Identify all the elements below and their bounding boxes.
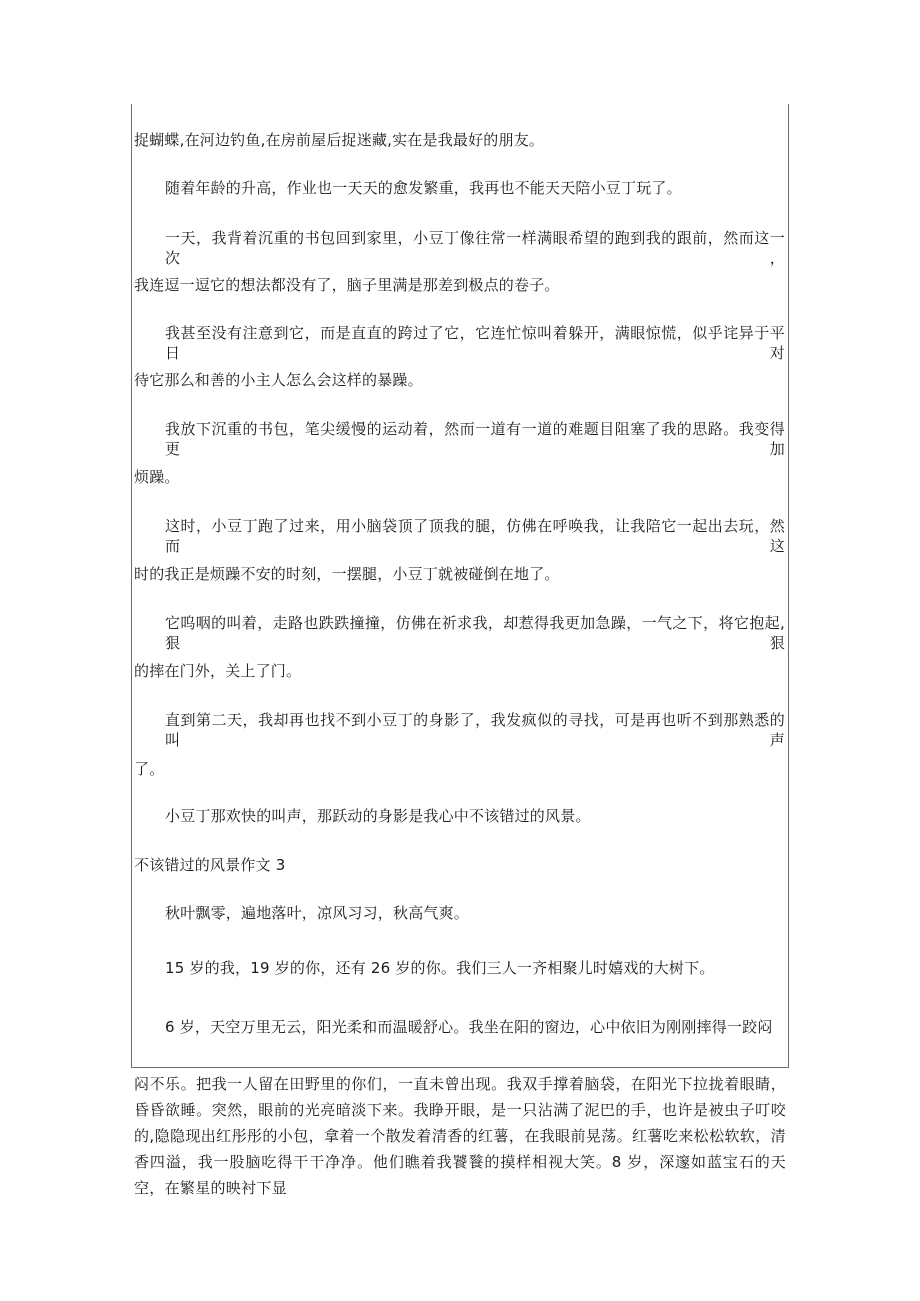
text-line: 一天，我背着沉重的书包回到家里，小豆丁像往常一样满眼希望的跑到我的跟前，然而这一次，: [165, 229, 785, 267]
continuation-paragraph: 闷不乐。把我一人留在田野里的你们，一直未曾出现。我双手撑着脑袋，在阳光下拉拢着眼睛，昏昏欲睡。突然，眼前的光亮暗淡下来。我睁开眼，是一只沾满了泥巴的手，也许是被虫子叮咬的,隐隐现出红彤彤的小包，拿着一个散发着清香的红薯，在我眼前晃荡。红薯吃来松松软软，清香四溢，我一股脑吃得干干净净。他们瞧着我饕餮的摸样相视大笑。8 岁，深邃如蓝宝石的天空，在繁星的映衬下显: [134, 1075, 786, 1197]
text-line: 我甚至没有注意到它，而是直直的跨过了它，它连忙惊叫着躲开，满眼惊慌，似乎诧异于平日对: [165, 324, 785, 362]
text-line: 15 岁的我，19 岁的你，还有 26 岁的你。我们三人一齐相聚儿时嬉戏的大树下。: [165, 959, 715, 977]
section-heading: 不该错过的风景作文 3: [134, 856, 286, 874]
text-line: 烦躁。: [134, 468, 180, 486]
text-line: 小豆丁那欢快的叫声，那跃动的身影是我心中不该错过的风景。: [165, 807, 591, 825]
text-line: 我连逗一逗它的想法都没有了，脑子里满是那差到极点的卷子。: [134, 276, 560, 294]
text-line: 我放下沉重的书包，笔尖缓慢的运动着，然而一道有一道的难题目阻塞了我的思路。我变得更加: [165, 420, 785, 458]
text-line: 秋叶飘零，遍地落叶，凉风习习，秋高气爽。: [165, 904, 470, 922]
text-line: 直到第二天，我却再也找不到小豆丁的身影了，我发疯似的寻找，可是再也听不到那熟悉的叫声: [165, 711, 785, 749]
text-line: 6 岁，天空万里无云，阳光柔和而温暖舒心。我坐在阳的窗边，心中依旧为刚刚摔得一跤闷: [165, 1018, 773, 1036]
text-line: 时的我正是烦躁不安的时刻，一摆腿，小豆丁就被碰倒在地了。: [134, 565, 560, 583]
text-line: 的摔在门外，关上了门。: [134, 662, 302, 680]
text-line: 了。: [134, 760, 165, 778]
text-line: 待它那么和善的小主人怎么会这样的暴躁。: [134, 371, 423, 389]
text-line: 随着年龄的升高，作业也一天天的愈发繁重，我再也不能天天陪小豆丁玩了。: [165, 179, 682, 197]
text-line: 这时，小豆丁跑了过来，用小脑袋顶了顶我的腿，仿佛在呼唤我，让我陪它一起出去玩，然而这: [165, 517, 785, 555]
text-line: 捉蝴蝶,在河边钓鱼,在房前屋后捉迷藏,实在是我最好的朋友。: [134, 131, 545, 149]
text-line: 它呜咽的叫着，走路也跌跌撞撞，仿佛在祈求我，却惹得我更加急躁，一气之下，将它抱起,狠狠: [165, 614, 785, 652]
